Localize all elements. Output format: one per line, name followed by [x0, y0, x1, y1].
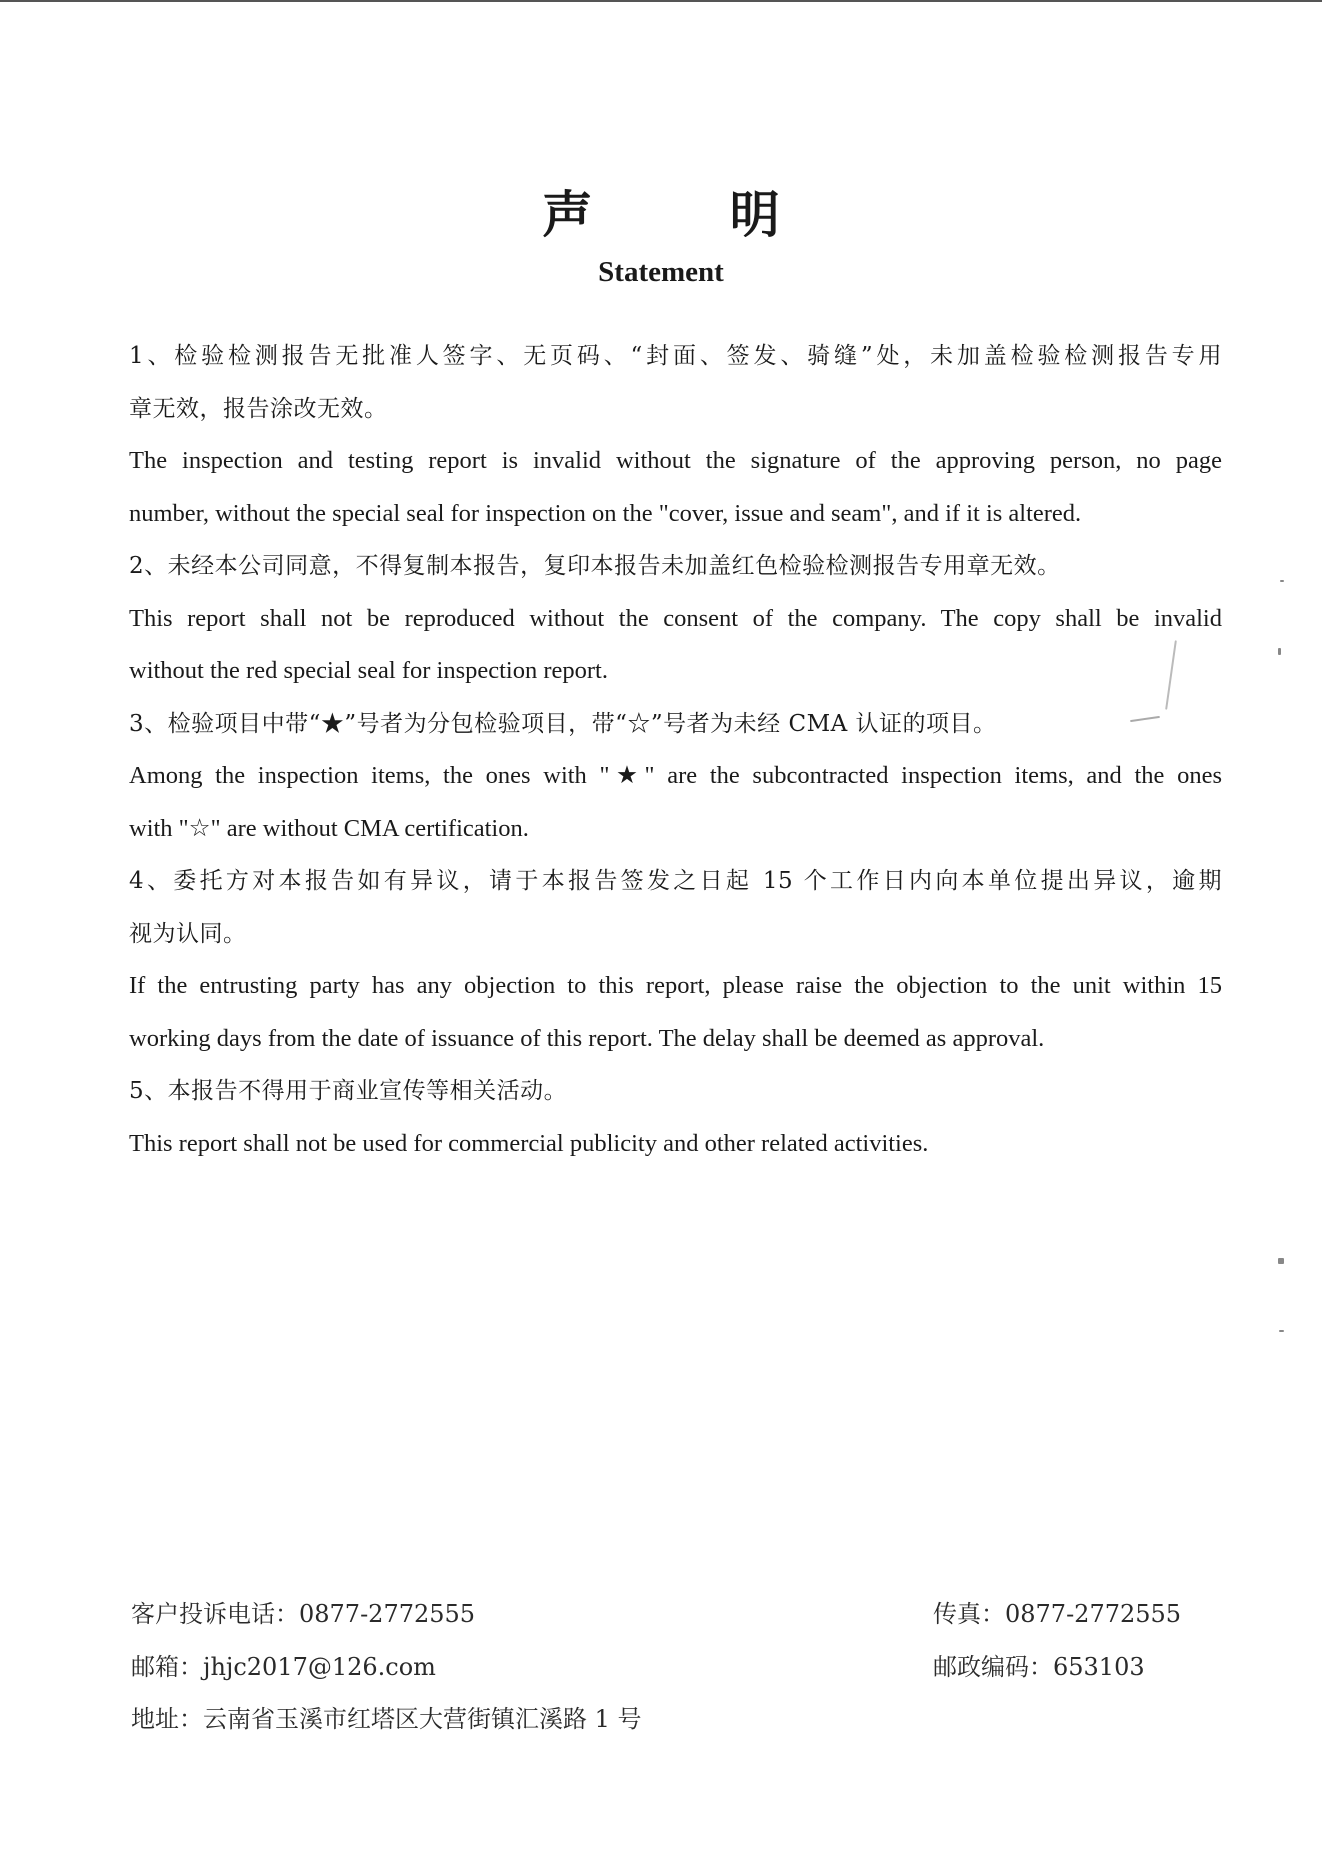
top-edge-rule — [0, 0, 1322, 2]
email-address: 邮箱：jhjc2017@126.com — [131, 1652, 436, 1681]
item-5-cn-line-1: 5、本报告不得用于商业宣传等相关活动。 — [129, 1078, 568, 1104]
scan-speck — [1278, 1258, 1284, 1264]
item-1-en-line-1: The inspection and testing report is invalid without the signature of the approving person, no page — [129, 447, 1222, 474]
item-3-en-line-1: Among the inspection items, the ones with "★" are the subcontracted inspection items, and the ones — [129, 762, 1222, 789]
statement-body — [129, 330, 1222, 1170]
scan-speck — [1279, 1330, 1284, 1332]
item-4-en-line-1: If the entrusting party has any objection to this report, please raise the objection to the unit within 15 — [129, 972, 1222, 999]
statement-title-en: Statement — [598, 256, 724, 288]
item-2-en-line-2: without the red special seal for inspection report. — [129, 657, 608, 684]
contact-footer — [131, 1588, 1191, 1746]
fax-number: 传真：0877-2772555 — [933, 1600, 1182, 1628]
item-1-en-line-2: number, without the special seal for inspection on the "cover, issue and seam", and if it is altered. — [129, 499, 1082, 527]
scan-speck — [1278, 648, 1281, 655]
item-2-cn-line-1: 2、未经本公司同意，不得复制本报告，复印本报告未加盖红色检验检测报告专用章无效。 — [129, 553, 1061, 579]
item-4-en-line-2: working days from the date of issuance of this report. The delay shall be deemed as approval. — [129, 1024, 1045, 1052]
item-5-en-line-1: This report shall not be used for commercial publicity and other related activities. — [129, 1129, 929, 1157]
footer-row-3 — [131, 1693, 1191, 1746]
street-address: 地址：云南省玉溪市红塔区大营街镇汇溪路 1 号 — [131, 1705, 642, 1733]
complaint-phone: 客户投诉电话：0877-2772555 — [131, 1600, 476, 1628]
item-2-en-line-1: This report shall not be reproduced without the consent of the company. The copy shall be invalid — [129, 604, 1222, 632]
footer-row-1 — [131, 1588, 1191, 1641]
item-4-cn-line-1: 4、委托方对本报告如有异议，请于本报告签发之日起 15 个工作日内向本单位提出异议，逾期 — [129, 868, 1222, 894]
statement-title-cn: 声 明 — [542, 185, 840, 244]
footer-row-2 — [131, 1641, 1191, 1694]
item-1-cn-line-2: 章无效，报告涂改无效。 — [129, 395, 388, 422]
item-3-cn-line-1: 3、检验项目中带“★”号者为分包检验项目，带“☆”号者为未经 CMA 认证的项目。 — [129, 710, 997, 737]
scan-speck — [1280, 580, 1284, 582]
item-4-cn-line-2: 视为认同。 — [129, 920, 247, 947]
item-1-cn-line-1: 1、检验检测报告无批准人签字、无页码、“封面、签发、骑缝”处，未加盖检验检测报告专用 — [129, 343, 1222, 369]
item-3-en-line-2: with "☆" are without CMA certification. — [129, 814, 529, 842]
postal-code: 邮政编码：653103 — [933, 1652, 1145, 1681]
